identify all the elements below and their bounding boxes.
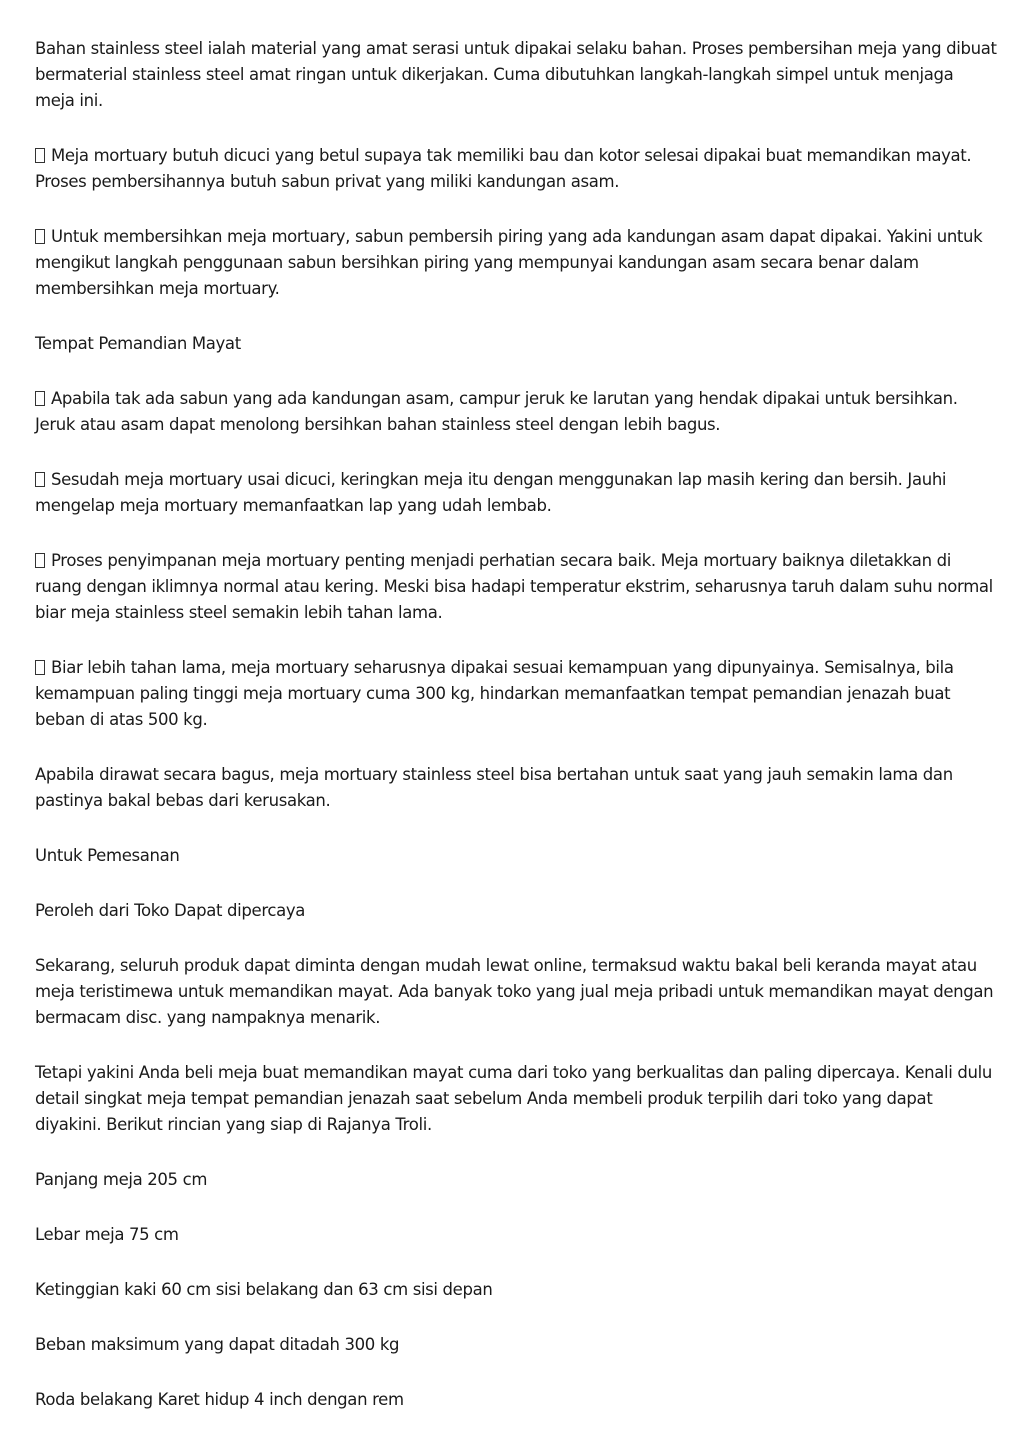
spec-line: Ketinggian kaki 60 cm sisi belakang dan 63 cm sisi depan	[35, 1280, 493, 1299]
section-heading: Untuk Pemesanan	[35, 846, 180, 865]
missing-glyph-bullet-icon	[35, 472, 45, 487]
section-heading: Peroleh dari Toko Dapat dipercaya	[35, 901, 306, 920]
bullet-text: Meja mortuary butuh dicuci yang betul supaya tak memiliki bau dan kotor selesai dipakai buat memandikan mayat. Proses pembersihannya butuh sabun privat yang miliki kandungan asam.	[35, 146, 972, 191]
spec-line: Beban maksimum yang dapat ditadah 300 kg	[35, 1335, 400, 1354]
paragraph: Sekarang, seluruh produk dapat diminta dengan mudah lewat online, termaksud waktu bakal beli keranda mayat atau meja teristimewa untuk memandikan mayat. Ada banyak toko yang jual meja pribadi untuk memandikan mayat dengan bermacam disc. yang nampaknya menarik.	[35, 956, 994, 1027]
spec-line: Lebar meja 75 cm	[35, 1225, 179, 1244]
bullet-paragraph	[35, 467, 997, 519]
paragraph: Tetapi yakini Anda beli meja buat memandikan mayat cuma dari toko yang berkualitas dan paling dipercaya. Kenali dulu detail singkat meja tempat pemandian jenazah saat sebelum Anda membeli produk terpilih dari toko yang dapat diyakini. Berikut rincian yang siap di Rajanya Troli.	[35, 1063, 992, 1134]
paragraph: Apabila dirawat secara bagus, meja mortuary stainless steel bisa bertahan untuk saat yang jauh semakin lama dan pastinya bakal bebas dari kerusakan.	[35, 765, 953, 810]
missing-glyph-bullet-icon	[35, 148, 45, 163]
missing-glyph-bullet-icon	[35, 553, 45, 568]
bullet-text: Biar lebih tahan lama, meja mortuary seharusnya dipakai sesuai kemampuan yang dipunyainya. Semisalnya, bila kemampuan paling tinggi meja mortuary cuma 300 kg, hindarkan memanfaatkan tempat pemandian jenazah buat beban di atas 500 kg.	[35, 658, 954, 729]
document-page	[35, 36, 997, 1442]
bullet-paragraph	[35, 548, 997, 626]
bullet-text: Untuk membersihkan meja mortuary, sabun pembersih piring yang ada kandungan asam dapat dipakai. Yakini untuk mengikut langkah penggunaan sabun bersihkan piring yang mempunyai kandungan asam secara benar dalam membersihkan meja mortuary.	[35, 227, 983, 298]
spec-line: Panjang meja 205 cm	[35, 1170, 208, 1189]
missing-glyph-bullet-icon	[35, 229, 45, 244]
paragraph-intro: Bahan stainless steel ialah material yang amat serasi untuk dipakai selaku bahan. Proses pembersihan meja yang dibuat bermaterial stainless steel amat ringan untuk dikerjakan. Cuma dibutuhkan langkah-langkah simpel untuk menjaga meja ini.	[35, 39, 997, 110]
missing-glyph-bullet-icon	[35, 660, 45, 675]
bullet-text: Proses penyimpanan meja mortuary penting menjadi perhatian secara baik. Meja mortuary baiknya diletakkan di ruang dengan iklimnya normal atau kering. Meski bisa hadapi temperatur ekstrim, seharusnya taruh dalam suhu normal biar meja stainless steel semakin lebih tahan lama.	[35, 551, 993, 622]
bullet-paragraph	[35, 386, 997, 438]
bullet-text: Sesudah meja mortuary usai dicuci, keringkan meja itu dengan menggunakan lap masih kering dan bersih. Jauhi mengelap meja mortuary memanfaatkan lap yang udah lembab.	[35, 470, 947, 515]
missing-glyph-bullet-icon	[35, 391, 45, 406]
section-heading: Tempat Pemandian Mayat	[35, 334, 241, 353]
spec-line: Roda belakang Karet hidup 4 inch dengan rem	[35, 1390, 404, 1409]
bullet-paragraph	[35, 655, 997, 733]
bullet-paragraph	[35, 143, 997, 195]
bullet-text: Apabila tak ada sabun yang ada kandungan asam, campur jeruk ke larutan yang hendak dipakai untuk bersihkan. Jeruk atau asam dapat menolong bersihkan bahan stainless steel dengan lebih bagus.	[35, 389, 958, 434]
bullet-paragraph	[35, 224, 997, 302]
